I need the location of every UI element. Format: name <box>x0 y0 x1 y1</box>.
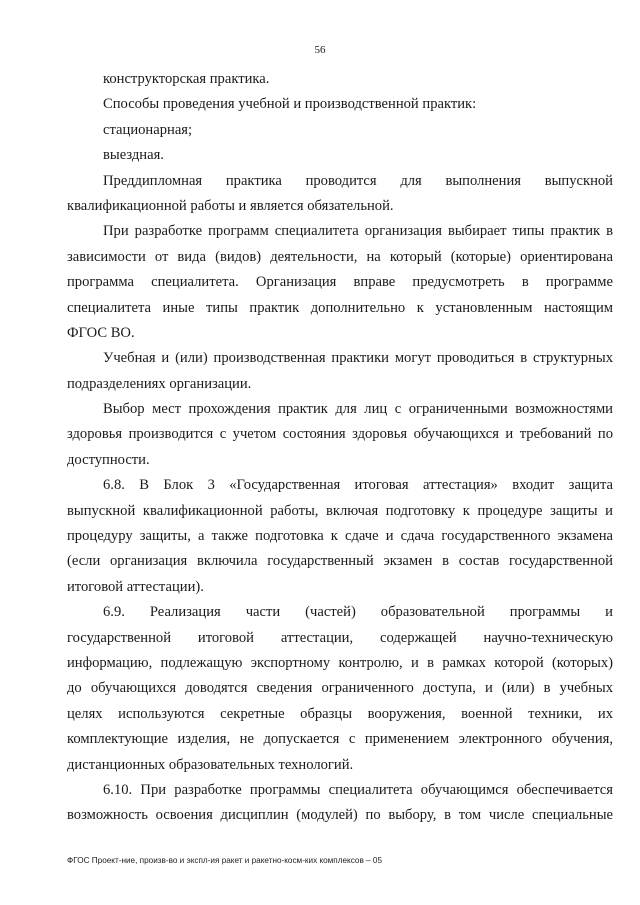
text-line: квалификационной работы и является обязательной. <box>67 197 394 214</box>
text-line: до обучающихся доводятся сведения ограниченного доступа, и (или) в учебных <box>67 680 613 697</box>
text-line: стационарная; <box>103 121 193 138</box>
text-line: (если организация включила государственный экзамен в состав государственной <box>67 553 613 570</box>
text-line: выездная. <box>103 147 164 164</box>
text-line: выпускной квалификационной работы, включая подготовку к процедуре защиты и <box>67 502 613 519</box>
page-footer: ФГОС Проект-ние, произв-во и экспл-ия ракет и ракетно-косм-ких комплексов – 05 <box>67 856 383 865</box>
text-line: здоровья производится с учетом состояния здоровья обучающихся и требований по <box>67 426 613 443</box>
text-line: 6.10. При разработке программы специалитета обучающимся обеспечивается <box>103 781 613 798</box>
text-line: Преддипломная практика проводится для выполнения выпускной <box>103 172 613 189</box>
text-line: целях используются секретные образцы вооружения, военной техники, их <box>67 705 613 722</box>
text-line: конструкторская практика. <box>103 71 270 87</box>
text-line: доступности. <box>67 451 150 468</box>
text-line: При разработке программ специалитета организация выбирает типы практик в <box>103 223 613 240</box>
text-line: дистанционных образовательных технологий. <box>67 756 354 773</box>
text-line: зависимости от вида (видов) деятельности, на который (которые) ориентирована <box>67 248 613 265</box>
text-line: итоговой аттестации). <box>67 578 204 595</box>
text-line: 6.8. В Блок 3 «Государственная итоговая аттестация» входит защита <box>103 477 613 494</box>
text-line: процедуру защиты, а также подготовка к сдаче и сдача государственного экзамена <box>67 528 613 545</box>
text-line: программа специалитета. Организация вправе предусмотреть в программе <box>67 274 613 291</box>
text-line: государственной итоговой аттестации, содержащей научно-техническую <box>67 629 613 646</box>
text-line: возможность освоения дисциплин (модулей) по выбору, в том числе специальные <box>67 807 613 824</box>
text-line: специалитета иные типы практик дополнительно к установленным настоящим <box>67 299 613 316</box>
text-line: информацию, подлежащую экспортному контролю, и в рамках которой (которых) <box>67 654 613 671</box>
text-line: 6.9. Реализация части (частей) образовательной программы и <box>103 604 613 621</box>
text-line: ФГОС ВО. <box>67 324 135 341</box>
text-line: подразделениях организации. <box>67 375 252 392</box>
text-line: Учебная и (или) производственная практики могут проводиться в структурных <box>103 350 613 367</box>
text-line: комплектующие изделия, не допускается с применением электронного обучения, <box>67 731 613 748</box>
text-line: Способы проведения учебной и производственной практик: <box>103 96 477 113</box>
text-line: Выбор мест прохождения практик для лиц с ограниченными возможностями <box>103 401 613 418</box>
page-number: 56 <box>314 44 326 56</box>
page-body <box>67 67 613 829</box>
